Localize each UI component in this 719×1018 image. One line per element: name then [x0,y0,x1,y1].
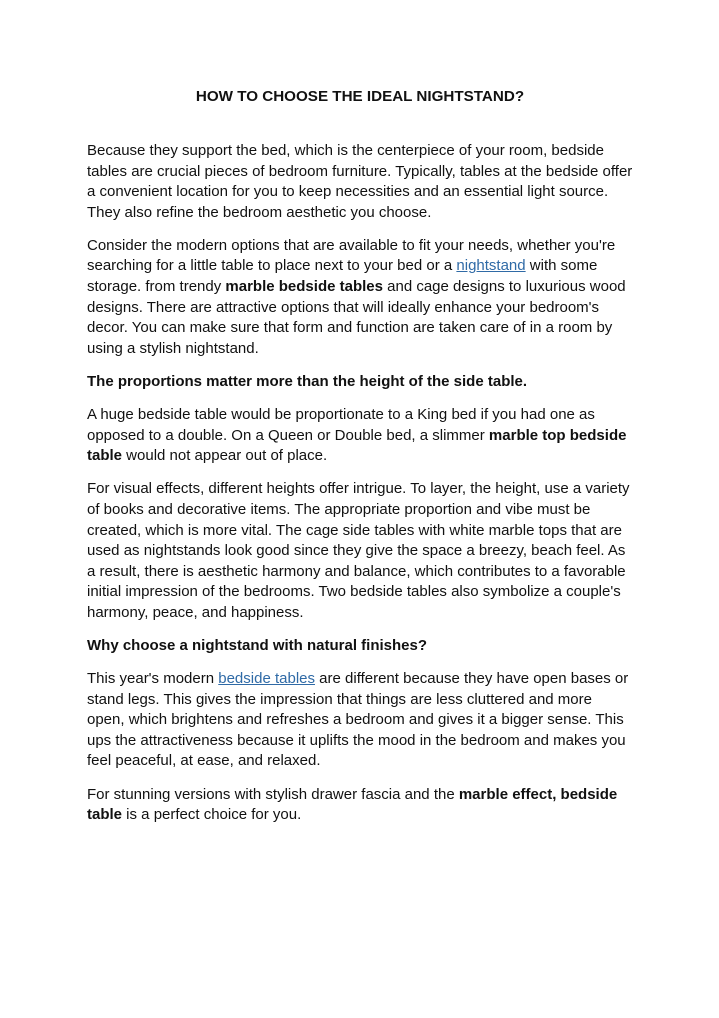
document-title: HOW TO CHOOSE THE IDEAL NIGHTSTAND? [195,88,525,105]
section-heading-natural-finishes: Why choose a nightstand with natural finishes? [87,636,428,654]
paragraph-intro: Because they support the bed, which is the centerpiece of your room, bedside tables are crucial pieces of bedroom furniture. Typically, tables at the bedside offer a convenient location for you to keep necessities and an essential light source. They also refine the bedroom aesthetic you choose. [87,142,633,221]
text-span: is a perfect choice for you. [122,806,302,824]
text-span: are different because they have open bases or stand legs. This gives the impression that things are less cluttered and more open, which brightens and refreshes a bedroom and gives it a bigger sense. This ups the attractiveness because it uplifts the mood in the bedroom and makes you feel peaceful, at ease, and relaxed. [87,670,629,770]
text-span: A huge bedside table would be proportionate to a King bed if you had one as opposed to a double. On a Queen or Double bed, a slimmer [87,406,595,444]
paragraph-proportions [87,405,633,467]
paragraph-modern-bedside [87,669,633,772]
text-span: This year's modern [87,670,219,688]
bold-text: marble effect, bedside table [87,785,618,824]
text-span: Consider the modern options that are available to fit your needs, whether you're searching for a little table to place next to your bed or a [87,236,616,275]
text-span: For stunning versions with stylish drawer fascia and the [87,785,459,803]
bold-text: marble bedside tables [225,278,383,296]
nightstand-link[interactable]: nightstand [456,257,526,275]
text-span: and cage designs to luxurious wood designs. There are attractive options that will ideally enhance your bedroom's decor. You can make sure that form and function are taken care of in a room by using a stylish nightstand. [87,278,626,357]
paragraph-conclusion [87,785,633,826]
bold-text: marble top bedside table [87,426,627,465]
paragraph-modern-options [87,236,633,360]
text-span: would not appear out of place. [122,447,328,465]
bedside-tables-link[interactable]: bedside tables [218,670,315,688]
section-heading-proportions: The proportions matter more than the height of the side table. [87,372,528,390]
text-span: with some storage. from trendy [87,257,598,296]
paragraph-visual-effects: For visual effects, different heights offer intrigue. To layer, the height, use a variety of books and decorative items. The appropriate proportion and vibe must be created, which is more vital. The cage side tables with white marble tops that are used as nightstands look good since they give the space a breezy, beach feel. As a result, there is aesthetic harmony and balance, which contributes to a favorable initial impression of the bedrooms. Two bedside tables also symbolize a couple's harmony, peace, and happiness. [87,480,630,621]
